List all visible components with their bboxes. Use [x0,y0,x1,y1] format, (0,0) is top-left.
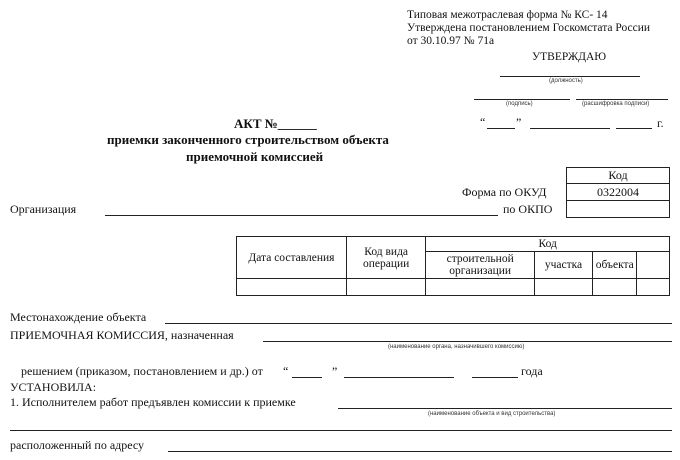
build-org-col-header: строительной организации [426,252,534,279]
decision-quote-close: ” [332,364,338,378]
decision-year-line[interactable] [472,377,518,378]
form-date-line: от 30.10.97 № 71а [407,35,495,47]
decision-quote-open: “ [283,364,289,378]
date-cell[interactable] [237,279,347,296]
approve-year-suffix: г. [657,116,664,130]
form-approval-line: Утверждена постановлением Госкомстата России [407,22,651,34]
code-group-header: Код [426,237,670,252]
extra-cell[interactable] [637,279,670,296]
organization-line[interactable] [105,215,498,216]
location-line[interactable] [165,323,672,324]
decision-month-line[interactable] [344,377,454,378]
commission-line[interactable] [263,341,672,342]
act-data-table [236,236,670,296]
signature-caption: (подпись) [506,101,533,107]
okud-value[interactable]: 0322004 [567,184,670,201]
okpo-label: по ОКПО [503,202,553,216]
established-label: УСТАНОВИЛА: [10,380,97,394]
organization-label: Организация [10,202,77,216]
form-type-line: Типовая межотраслевая форма № КС- 14 [407,9,608,21]
site-cell[interactable] [534,279,592,296]
okud-label: Форма по ОКУД [462,185,547,199]
build-org-cell[interactable] [426,279,534,296]
position-caption: (должность) [549,78,583,84]
approve-day-line[interactable] [487,128,515,129]
item1-line[interactable] [338,408,672,409]
okpo-value[interactable] [567,201,670,218]
approve-month-line[interactable] [530,128,610,129]
site-col-header: участка [534,252,592,279]
item1-label: 1. Исполнителем работ предъявлен комиссии к приемке [10,395,296,409]
decode-signature-caption: (расшифровка подписи) [582,101,650,107]
table-row [237,279,670,296]
approve-date-quote-close: ” [516,115,522,129]
signature-line[interactable] [474,99,570,100]
object-cell[interactable] [593,279,637,296]
approve-year-line[interactable] [616,128,652,129]
date-col-header: Дата составления [237,237,347,279]
year-label: года [521,364,543,378]
commission-label: ПРИЕМОЧНАЯ КОМИССИЯ, назначенная [10,328,234,342]
address-label: расположенный по адресу [10,438,145,452]
object-caption: (наименование объекта и вид строительства) [428,411,556,417]
decision-day-line[interactable] [292,377,322,378]
approve-title: УТВЕРЖДАЮ [532,51,607,63]
location-label: Местонахождение объекта [10,310,147,324]
code-box [566,167,670,218]
code-header: Код [567,168,670,184]
op-cell[interactable] [346,279,426,296]
approve-date-quote-open: “ [480,115,486,129]
act-title: АКТ №______ [234,116,317,131]
continuation-line[interactable] [10,430,672,431]
object-col-header: объекта [593,252,637,279]
organ-caption: (наименование органа, назначившего комиссию) [388,344,525,350]
op-col-header: Код вида операции [346,237,426,279]
act-subtitle-2: приемочной комиссией [186,149,324,164]
decode-signature-line[interactable] [576,99,668,100]
decision-label: решением (приказом, постановлением и др.) от [21,364,263,378]
position-line[interactable] [500,76,640,77]
act-subtitle-1: приемки законченного строительством объекта [107,132,389,147]
address-line[interactable] [168,451,672,452]
empty-col-header [637,252,670,279]
